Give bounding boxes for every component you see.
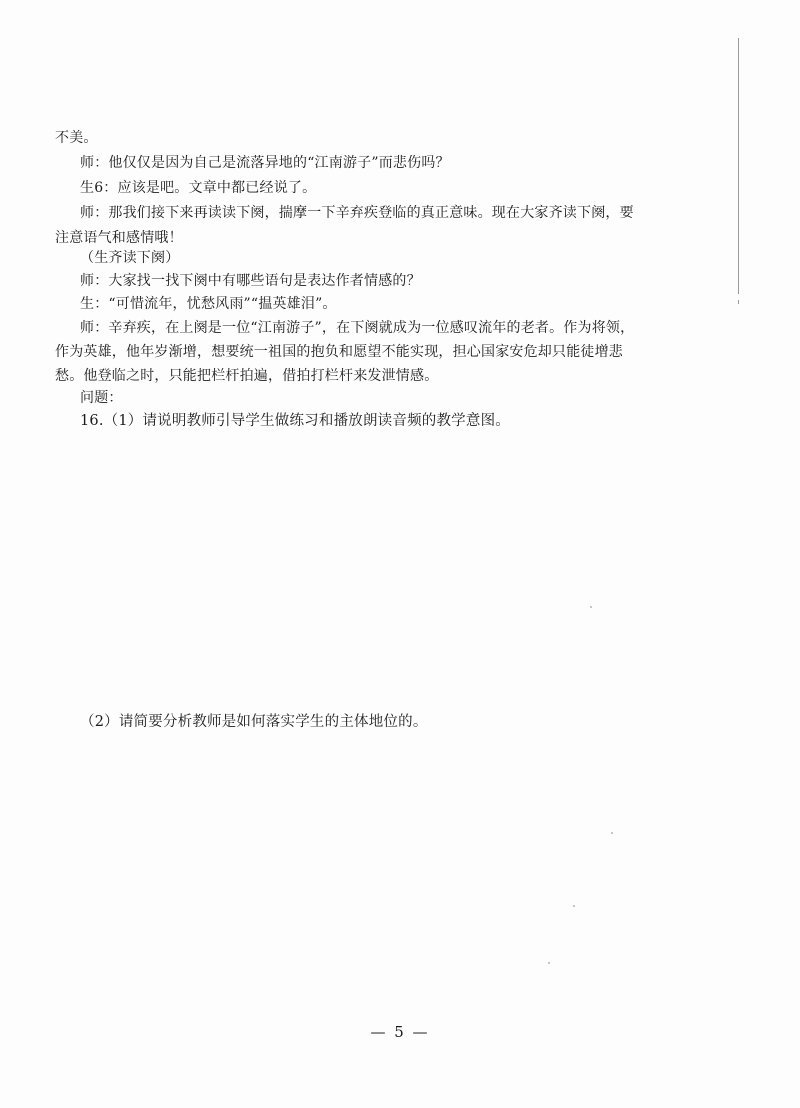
text-line: 师：他仅仅是因为自己是流落异地的“江南游子”而悲伤吗？ <box>80 155 450 171</box>
scan-speck <box>590 606 592 608</box>
text-line: 生：“可惜流年，忧愁风雨”“揾英雄泪”。 <box>80 296 337 312</box>
page-number: — 5 — <box>370 1023 430 1041</box>
scan-speck <box>573 905 575 907</box>
text-line: （生齐读下阕） <box>80 250 180 266</box>
text-line: 师：大家找一找下阕中有哪些语句是表达作者情感的？ <box>80 273 421 289</box>
text-line: 师：辛弃疾，在上阕是一位“江南游子”，在下阕就成为一位感叹流年的老者。作为将领， <box>80 320 635 336</box>
text-line: 愁。他登临之时，只能把栏杆拍遍，借拍打栏杆来发泄情感。 <box>55 368 439 384</box>
text-line: 注意语气和感情哦！ <box>55 230 183 246</box>
scan-speck <box>611 832 613 834</box>
scan-edge-line <box>738 38 739 294</box>
text-line: 师：那我们接下来再读读下阕，揣摩一下辛弃疾登临的真正意味。现在大家齐读下阕，要 <box>80 205 634 221</box>
text-line: 问题： <box>80 390 123 406</box>
question-1: 16.（1）请说明教师引导学生做练习和播放朗读音频的教学意图。 <box>80 413 510 429</box>
text-line: 生6：应该是吧。文章中都已经说了。 <box>80 180 317 196</box>
question-2: （2）请简要分析教师是如何落实学生的主体地位的。 <box>80 714 428 730</box>
text-line: 不美。 <box>55 130 98 146</box>
scan-edge-mark <box>738 300 739 304</box>
scan-speck <box>548 962 550 964</box>
text-line: 作为英雄，他年岁渐增，想要统一祖国的抱负和愿望不能实现，担心国家安危却只能徒增悲 <box>55 344 623 360</box>
